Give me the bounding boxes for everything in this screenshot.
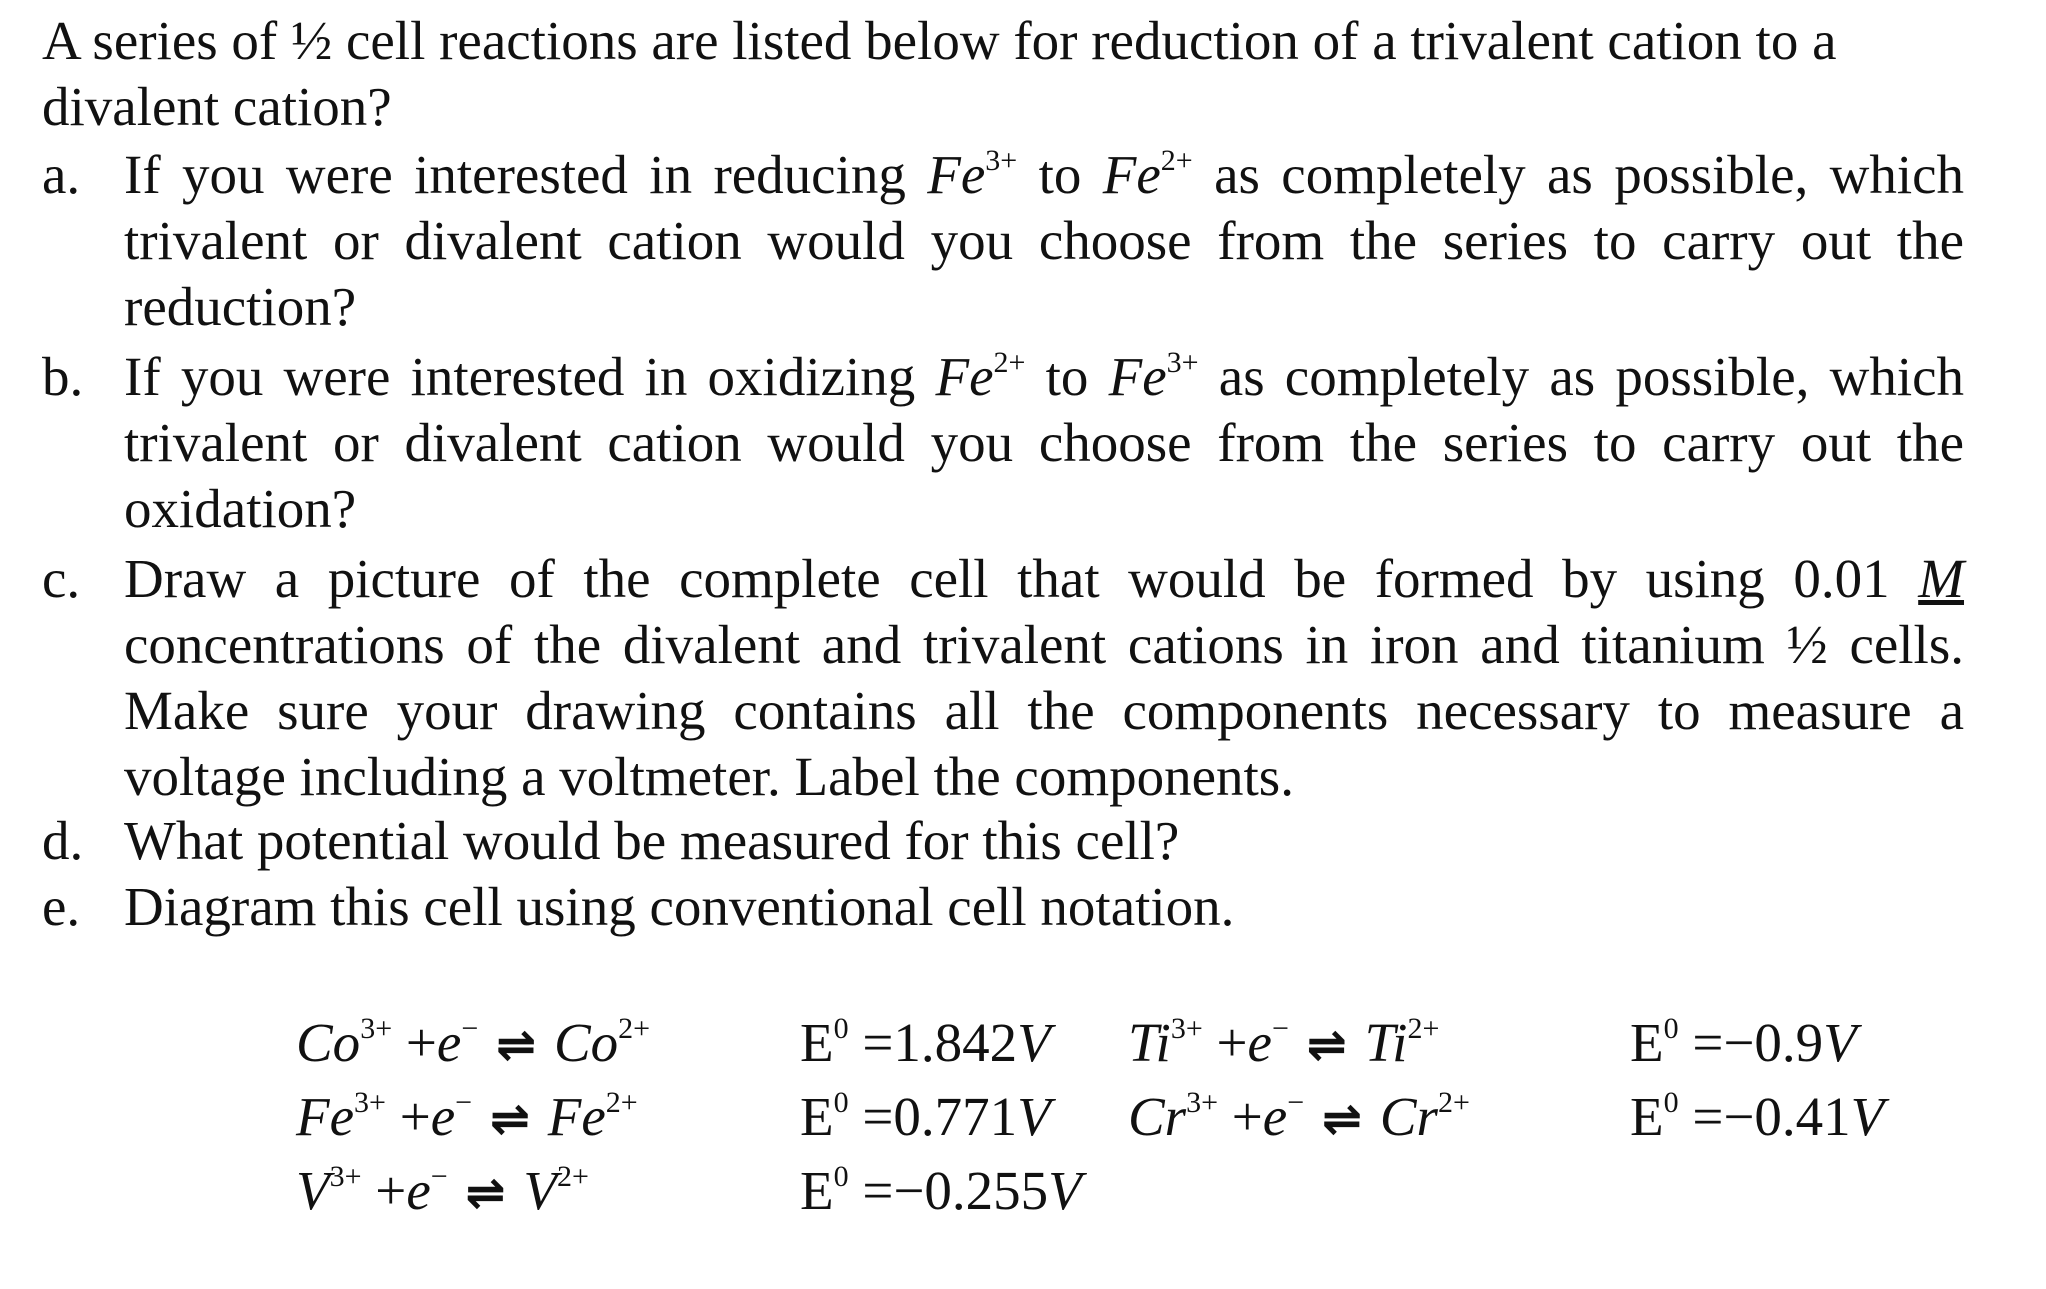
- potential-v: [800, 1158, 1082, 1224]
- question-body: [124, 546, 1964, 810]
- question-body: [124, 874, 1964, 940]
- electron: e: [430, 1086, 456, 1147]
- electron: e: [1247, 1012, 1272, 1073]
- electron: e: [1262, 1086, 1288, 1147]
- ion-charge: 3+: [329, 1159, 362, 1193]
- intro-paragraph: A series of ½ cell reactions are listed below for reduction of a trivalent cation to a divalent cation?: [42, 10, 1837, 137]
- equilibrium-arrow-icon: ⇌: [495, 1017, 537, 1073]
- potential-ti: [1630, 1010, 1857, 1076]
- potential-symbol: E: [800, 1160, 834, 1221]
- ion-charge: 2+: [1437, 1085, 1470, 1119]
- question-text: Draw a picture of the complete cell that would be formed by using 0.01: [124, 548, 1890, 609]
- standard-mark: 0: [1663, 1085, 1679, 1119]
- ion-symbol: [1103, 144, 1193, 205]
- molarity-unit: M: [1918, 548, 1965, 609]
- ion-name: Co: [296, 1012, 361, 1073]
- half-reaction-co: [296, 1010, 650, 1078]
- potential-co: [800, 1010, 1051, 1076]
- ion-symbol: [927, 144, 1017, 205]
- ion-name: Fe: [927, 144, 986, 205]
- potential-symbol: E: [800, 1086, 834, 1147]
- half-reaction-fe: [296, 1084, 638, 1152]
- question-line: What potential would be measured for this cell?: [124, 810, 1180, 871]
- electron: e: [406, 1160, 431, 1221]
- ion-symbol: [1109, 346, 1199, 407]
- ion-name: V: [523, 1160, 557, 1221]
- question-line: [124, 546, 1964, 612]
- plus-sign: +: [399, 1086, 431, 1147]
- potential-unit: V: [1017, 1086, 1051, 1147]
- ion-name: Fe: [296, 1086, 355, 1147]
- equilibrium-arrow-icon: ⇌: [1306, 1017, 1347, 1073]
- ion-charge: 3+: [1186, 1085, 1219, 1119]
- ion-name: Fe: [1102, 144, 1161, 205]
- question-line: voltage including a voltmeter. Label the components.: [124, 746, 1294, 807]
- question-line: trivalent or divalent cation would you choose from the series to carry out the: [124, 210, 1964, 271]
- standard-mark: 0: [833, 1085, 849, 1119]
- half-reaction-cr: [1128, 1084, 1470, 1152]
- ion-name: V: [296, 1160, 330, 1221]
- question-label: e.: [42, 876, 81, 937]
- potential-unit: V: [1017, 1012, 1051, 1073]
- standard-mark: 0: [833, 1011, 849, 1045]
- question-line: concentrations of the divalent and trivalent cations in iron and titanium ½ cells.: [124, 614, 1964, 675]
- standard-mark: 0: [1663, 1011, 1679, 1045]
- ion-charge: 3+: [354, 1085, 386, 1119]
- ion-name: Ti: [1364, 1012, 1408, 1073]
- question-text: to: [1038, 144, 1082, 205]
- potential-value: =1.842: [862, 1012, 1018, 1073]
- question-line: [124, 344, 1964, 410]
- question-line: trivalent or divalent cation would you choose from the series to carry out the: [124, 412, 1964, 473]
- question-line: reduction?: [124, 276, 357, 337]
- ion-charge: 3+: [985, 143, 1018, 177]
- potential-value: =−0.255: [862, 1160, 1049, 1221]
- standard-mark: 0: [833, 1159, 849, 1193]
- question-text: as completely as possible, which: [1218, 346, 1965, 407]
- ion-charge: 2+: [618, 1011, 651, 1045]
- question-text: to: [1045, 346, 1089, 407]
- potential-value: =−0.9: [1692, 1012, 1824, 1073]
- equilibrium-arrow-icon: ⇌: [1321, 1091, 1363, 1147]
- question-text: If you were interested in reducing: [124, 144, 906, 205]
- potential-symbol: E: [1630, 1086, 1664, 1147]
- ion-charge: 3+: [1170, 1011, 1203, 1045]
- question-label: c.: [42, 548, 81, 609]
- ion-charge: 3+: [1166, 345, 1199, 379]
- ion-name: Ti: [1128, 1012, 1171, 1073]
- plus-sign: +: [1231, 1086, 1263, 1147]
- equilibrium-arrow-icon: ⇌: [489, 1091, 531, 1147]
- question-line: Diagram this cell using conventional cell notation.: [124, 876, 1235, 937]
- electron-charge: −: [461, 1011, 479, 1045]
- ion-name: Cr: [1379, 1086, 1438, 1147]
- potential-unit: V: [1850, 1086, 1885, 1147]
- ion-name: Cr: [1128, 1086, 1187, 1147]
- question-label: b.: [42, 346, 84, 407]
- question-body: [124, 808, 1964, 874]
- ion-charge: 2+: [1407, 1011, 1440, 1045]
- ion-symbol: [936, 346, 1026, 407]
- question-label: a.: [42, 144, 81, 205]
- question-text: If you were interested in oxidizing: [124, 346, 916, 407]
- electron-charge: −: [455, 1085, 473, 1119]
- question-body: [124, 344, 1964, 542]
- plus-sign: +: [375, 1160, 407, 1221]
- potential-unit: V: [1823, 1012, 1857, 1073]
- electron-charge: −: [1271, 1011, 1289, 1045]
- half-reaction-ti: [1128, 1010, 1439, 1078]
- question-line: Make sure your drawing contains all the components necessary to measure a: [124, 680, 1964, 741]
- potential-fe: [800, 1084, 1051, 1150]
- potential-value: =−0.41: [1692, 1086, 1851, 1147]
- half-reaction-v: [296, 1158, 589, 1226]
- question-line: oxidation?: [124, 478, 357, 539]
- potential-symbol: E: [1630, 1012, 1664, 1073]
- ion-name: Fe: [547, 1086, 606, 1147]
- question-label: d.: [42, 810, 84, 871]
- ion-name: Co: [553, 1012, 619, 1073]
- potential-value: =0.771: [862, 1086, 1018, 1147]
- plus-sign: +: [405, 1012, 437, 1073]
- potential-unit: V: [1048, 1160, 1082, 1221]
- ion-name: Fe: [1108, 346, 1167, 407]
- potential-cr: [1630, 1084, 1884, 1150]
- electron: e: [436, 1012, 462, 1073]
- electron-charge: −: [1287, 1085, 1305, 1119]
- question-line: [124, 142, 1964, 208]
- plus-sign: +: [1216, 1012, 1248, 1073]
- equilibrium-arrow-icon: ⇌: [465, 1165, 506, 1221]
- ion-charge: 3+: [360, 1011, 393, 1045]
- ion-charge: 2+: [605, 1085, 638, 1119]
- electron-charge: −: [430, 1159, 448, 1193]
- ion-charge: 2+: [556, 1159, 589, 1193]
- ion-name: Fe: [935, 346, 994, 407]
- question-text: as completely as possible, which: [1214, 144, 1965, 205]
- ion-charge: 2+: [993, 345, 1026, 379]
- ion-charge: 2+: [1160, 143, 1193, 177]
- question-body: [124, 142, 1964, 340]
- potential-symbol: E: [800, 1012, 834, 1073]
